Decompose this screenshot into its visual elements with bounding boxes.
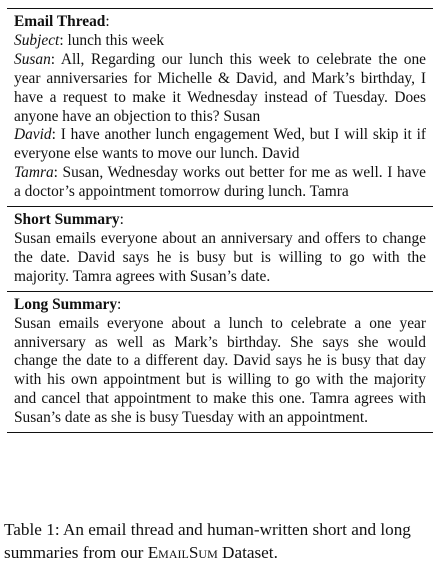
email-thread-heading: Email Thread: (14, 13, 110, 30)
message-text: All, Regarding our lunch this week to celebrate the one year anniversaries for Michelle & David, and Mark’s birthday, I have a request to make it Wednesday instead of Tuesday. Does anyone have an objection to this? Susan (14, 50, 426, 125)
message-speaker: Susan (14, 50, 51, 68)
email-subject-line: Subject: lunch this week (14, 31, 165, 49)
email-message-susan: Susan: All, Regarding our lunch this week to celebrate the one year anniversaries for Michelle & David, and Mark’s birthday, I have a request to make it Wednesday instead of Tuesday. Does anyone have an objection to this? Susan (14, 50, 426, 125)
email-thread-title: Email Thread (14, 13, 106, 30)
short-summary-title: Short Summary (14, 211, 120, 229)
caption-suffix: Dataset. (217, 542, 278, 562)
email-summary-table (7, 8, 433, 433)
long-summary-section (7, 291, 433, 432)
short-summary-heading: Short Summary: (14, 211, 124, 229)
subject-label: Subject (14, 31, 60, 49)
email-message-tamra: Tamra: Susan, Wednesday works out better for me as well. I have a doctor’s appointment tomorrow during lunch. Tamra (14, 164, 427, 201)
caption-dataset-name: EmailSum (147, 542, 218, 562)
subject-text: lunch this week (67, 31, 165, 49)
message-text: Susan, Wednesday works out better for me as well. I have a doctor’s appointment tomorrow during lunch. Tamra (14, 164, 427, 201)
email-message-david: David: I have another lunch engagement Wed, but I will skip it if everyone else wants to move our lunch. David (14, 126, 427, 163)
message-speaker: David (14, 126, 52, 144)
long-summary-title: Long Summary (14, 295, 118, 313)
table-caption (4, 519, 440, 564)
short-summary-section (7, 206, 433, 291)
caption-prefix: Table 1: An email thread and human-written short and long summaries from our (4, 520, 411, 562)
message-speaker: Tamra (14, 164, 54, 182)
message-text: I have another lunch engagement Wed, but I will skip it if everyone else wants to move our lunch. David (14, 126, 427, 163)
long-summary-heading: Long Summary: (14, 295, 122, 313)
long-summary-text: Susan emails everyone about a lunch to celebrate a one year anniversary as well as Mark’s birthday. She says she would change the date to a different day. David says he is busy that day with his own appointment but is willing to go with the majority and cancel that appointment to make this one. Tamra agrees with Susan’s date as she is busy Tuesday with an appointment. (14, 314, 426, 427)
short-summary-text: Susan emails everyone about an anniversary and offers to change the date. David says he is busy but is willing to go with the majority. Tamra agrees with Susan’s date. (14, 229, 426, 285)
email-thread-section (7, 9, 433, 206)
